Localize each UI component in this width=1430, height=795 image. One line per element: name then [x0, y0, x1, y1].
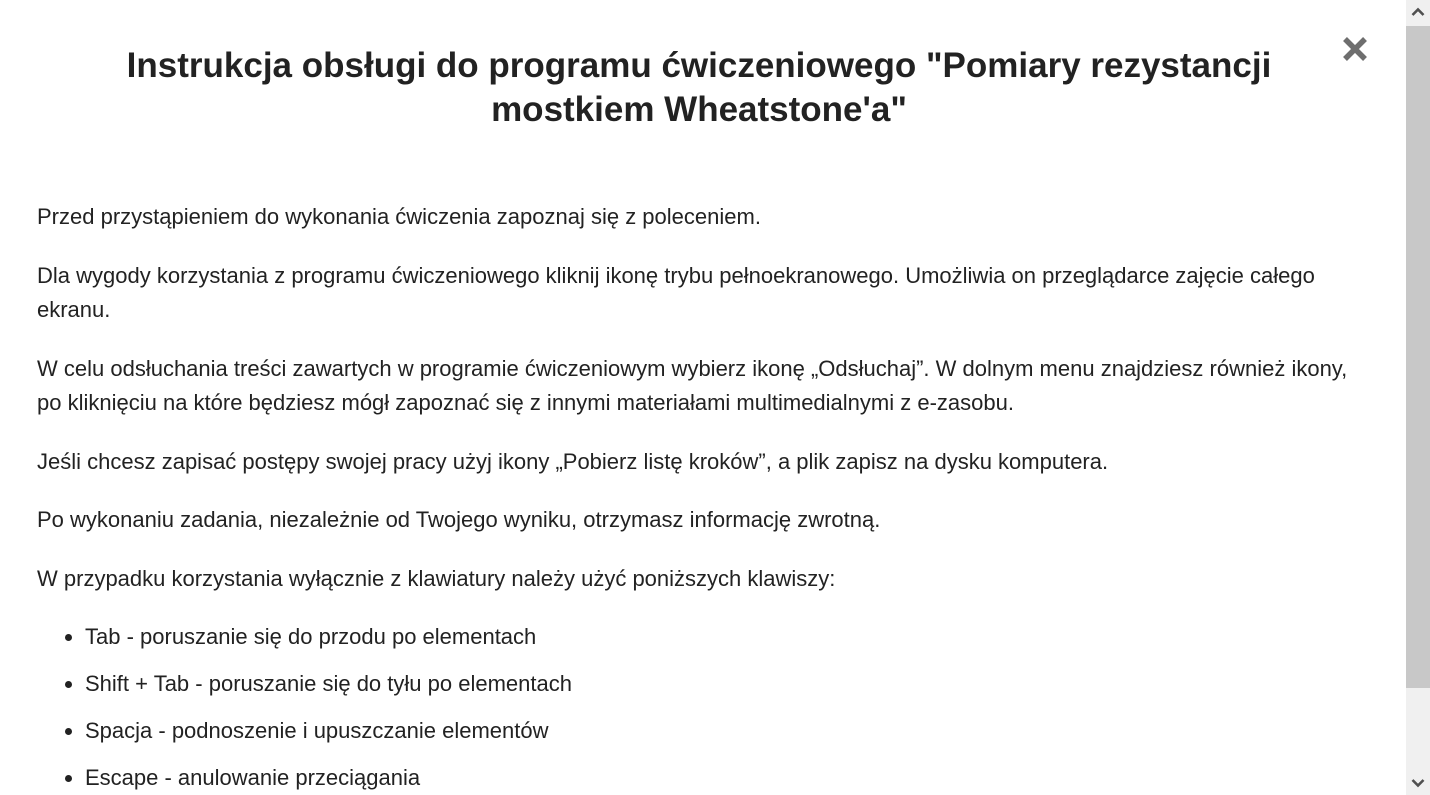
- close-button[interactable]: [1338, 32, 1372, 66]
- chevron-up-icon: [1411, 7, 1425, 17]
- shortcut-escape: • Escape - anulowanie przeciągania: [85, 761, 1377, 795]
- paragraph-intro: Przed przystąpieniem do wykonania ćwiczenia zapoznaj się z poleceniem.: [37, 204, 761, 229]
- paragraph-keyboard: W przypadku korzystania wyłącznie z klawiatury należy użyć poniższych klawiszy:: [37, 565, 836, 591]
- dialog-title: Instrukcja obsługi do programu ćwiczeniowego "Pomiary rezystancji mostkiem Wheatstone'a": [126, 46, 1272, 129]
- shortcut-space: • Spacja - podnoszenie i upuszczanie elementów: [85, 714, 1377, 749]
- scroll-up-button[interactable]: [1406, 0, 1430, 24]
- instructions-content: [37, 200, 1377, 795]
- paragraph-save-progress: Jeśli chcesz zapisać postępy swojej pracy użyj ikony „Pobierz listę kroków”, a plik zapisz na dysku komputera.: [37, 448, 1109, 474]
- paragraph-feedback: Po wykonaniu zadania, niezależnie od Twojego wyniku, otrzymasz informację zwrotną.: [37, 507, 881, 532]
- shortcut-shift-tab: • Shift + Tab - poruszanie się do tyłu po elementach: [85, 667, 1377, 702]
- scroll-down-button[interactable]: [1406, 771, 1430, 795]
- chevron-down-icon: [1411, 778, 1425, 788]
- vertical-scrollbar[interactable]: [1406, 0, 1430, 795]
- scrollbar-thumb[interactable]: [1406, 26, 1430, 688]
- shortcut-tab: • Tab - poruszanie się do przodu po elementach: [85, 620, 1377, 655]
- paragraph-listen: W celu odsłuchania treści zawartych w programie ćwiczeniowym wybierz ikonę „Odsłuchaj”. W dolnym menu znajdziesz również ikony, po kliknięciu na które będziesz mógł zapoznać się z innymi materiałami multimedialnymi z e-zasobu.: [37, 355, 1348, 415]
- paragraph-fullscreen: Dla wygody korzystania z programu ćwiczeniowego kliknij ikonę trybu pełnoekranowego. Umożliwia on przeglądarce zajęcie całego ekranu.: [37, 262, 1315, 322]
- keyboard-shortcuts-list: [37, 620, 1377, 795]
- close-icon: [1342, 36, 1368, 62]
